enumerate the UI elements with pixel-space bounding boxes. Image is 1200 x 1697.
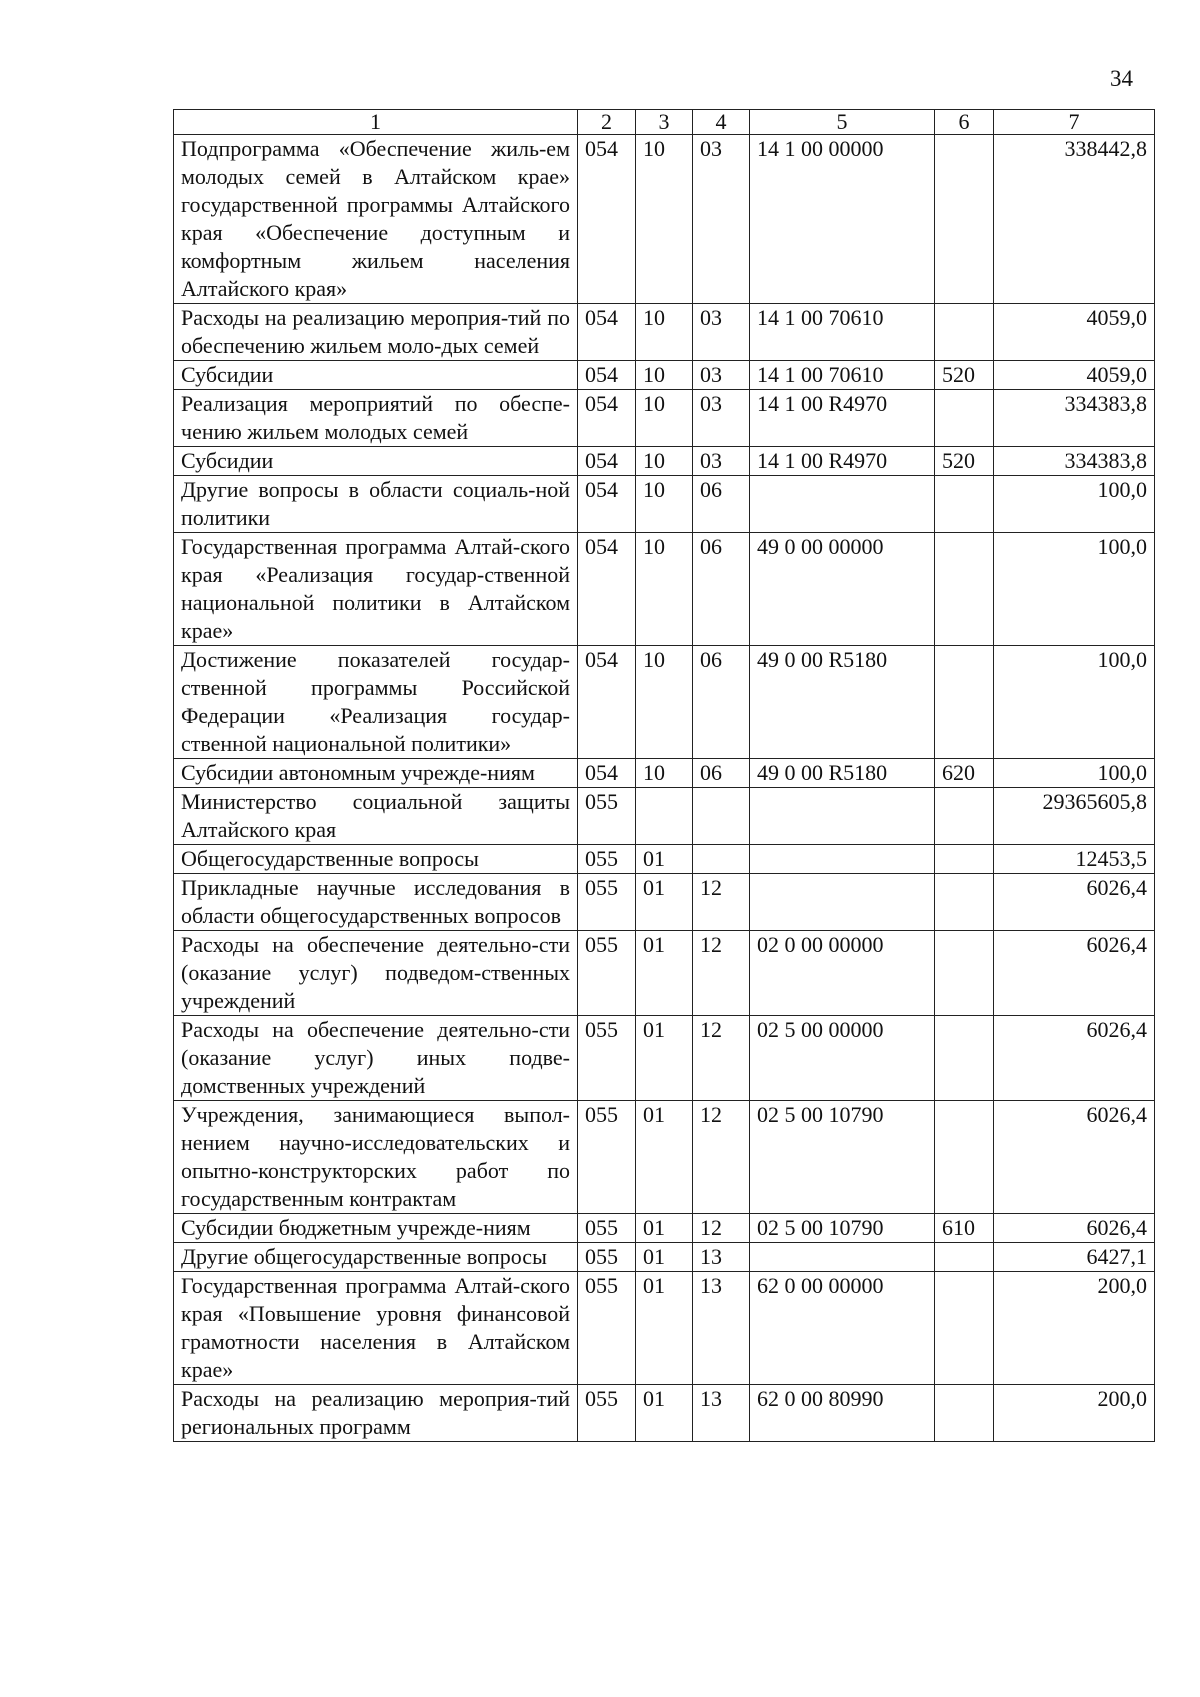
cell-subsection-code: 03 xyxy=(693,361,750,390)
cell-amount: 6026,4 xyxy=(994,1016,1155,1101)
table-row xyxy=(174,361,1155,390)
table-row xyxy=(174,135,1155,304)
cell-section-code: 10 xyxy=(636,759,693,788)
table-row xyxy=(174,390,1155,447)
cell-target-code xyxy=(750,1243,935,1272)
cell-section-code: 01 xyxy=(636,1243,693,1272)
cell-amount: 12453,5 xyxy=(994,845,1155,874)
cell-row-name: Расходы на реализацию мероприя-тий региональных программ xyxy=(174,1385,578,1442)
cell-target-code xyxy=(750,476,935,533)
cell-amount: 6026,4 xyxy=(994,1101,1155,1214)
cell-target-code: 14 1 00 R4970 xyxy=(750,447,935,476)
cell-row-name: Субсидии автономным учрежде-ниям xyxy=(174,759,578,788)
cell-admin-code: 054 xyxy=(578,447,636,476)
cell-admin-code: 055 xyxy=(578,1243,636,1272)
table-row xyxy=(174,788,1155,845)
cell-row-name: Реализация мероприятий по обеспе-чению жильем молодых семей xyxy=(174,390,578,447)
cell-row-name: Расходы на реализацию мероприя-тий по обеспечению жильем моло-дых семей xyxy=(174,304,578,361)
cell-row-name: Субсидии xyxy=(174,447,578,476)
header-col-1: 1 xyxy=(174,110,578,135)
cell-section-code: 01 xyxy=(636,845,693,874)
header-col-2: 2 xyxy=(578,110,636,135)
cell-section-code xyxy=(636,788,693,845)
cell-row-name: Общегосударственные вопросы xyxy=(174,845,578,874)
budget-table xyxy=(173,109,1155,1442)
cell-amount: 6026,4 xyxy=(994,874,1155,931)
cell-row-name: Прикладные научные исследования в области общегосударственных вопросов xyxy=(174,874,578,931)
cell-target-code: 02 5 00 00000 xyxy=(750,1016,935,1101)
cell-section-code: 10 xyxy=(636,646,693,759)
cell-subsection-code: 06 xyxy=(693,646,750,759)
cell-section-code: 01 xyxy=(636,1214,693,1243)
cell-expense-type-code xyxy=(935,931,994,1016)
cell-admin-code: 054 xyxy=(578,304,636,361)
cell-target-code: 49 0 00 00000 xyxy=(750,533,935,646)
cell-admin-code: 054 xyxy=(578,476,636,533)
cell-subsection-code: 13 xyxy=(693,1385,750,1442)
cell-target-code: 62 0 00 00000 xyxy=(750,1272,935,1385)
header-col-4: 4 xyxy=(693,110,750,135)
cell-expense-type-code xyxy=(935,646,994,759)
cell-amount: 100,0 xyxy=(994,759,1155,788)
cell-admin-code: 055 xyxy=(578,1272,636,1385)
cell-expense-type-code xyxy=(935,1243,994,1272)
cell-admin-code: 055 xyxy=(578,1214,636,1243)
header-col-3: 3 xyxy=(636,110,693,135)
table-row xyxy=(174,533,1155,646)
cell-expense-type-code xyxy=(935,874,994,931)
cell-row-name: Другие вопросы в области социаль-ной политики xyxy=(174,476,578,533)
cell-row-name: Министерство социальной защиты Алтайского края xyxy=(174,788,578,845)
header-col-5: 5 xyxy=(750,110,935,135)
table-row xyxy=(174,874,1155,931)
header-col-7: 7 xyxy=(994,110,1155,135)
cell-target-code: 02 5 00 10790 xyxy=(750,1101,935,1214)
cell-subsection-code: 12 xyxy=(693,1101,750,1214)
cell-amount: 200,0 xyxy=(994,1385,1155,1442)
cell-row-name: Другие общегосударственные вопросы xyxy=(174,1243,578,1272)
table-row xyxy=(174,1214,1155,1243)
cell-amount: 200,0 xyxy=(994,1272,1155,1385)
table-row xyxy=(174,845,1155,874)
cell-admin-code: 055 xyxy=(578,874,636,931)
cell-subsection-code: 06 xyxy=(693,759,750,788)
cell-subsection-code: 06 xyxy=(693,533,750,646)
cell-target-code xyxy=(750,874,935,931)
cell-amount: 6026,4 xyxy=(994,1214,1155,1243)
cell-subsection-code: 12 xyxy=(693,874,750,931)
cell-target-code: 49 0 00 R5180 xyxy=(750,759,935,788)
cell-expense-type-code: 520 xyxy=(935,447,994,476)
cell-admin-code: 055 xyxy=(578,1101,636,1214)
cell-amount: 334383,8 xyxy=(994,447,1155,476)
cell-subsection-code: 03 xyxy=(693,390,750,447)
cell-amount: 29365605,8 xyxy=(994,788,1155,845)
table-row xyxy=(174,1272,1155,1385)
table-row xyxy=(174,1385,1155,1442)
cell-subsection-code: 13 xyxy=(693,1272,750,1385)
cell-expense-type-code xyxy=(935,1385,994,1442)
cell-row-name: Учреждения, занимающиеся выпол-нением научно-исследовательских и опытно-конструкторских работ по государственным контрактам xyxy=(174,1101,578,1214)
cell-admin-code: 054 xyxy=(578,533,636,646)
cell-subsection-code: 03 xyxy=(693,135,750,304)
cell-admin-code: 054 xyxy=(578,390,636,447)
cell-section-code: 10 xyxy=(636,135,693,304)
cell-target-code xyxy=(750,788,935,845)
cell-admin-code: 054 xyxy=(578,361,636,390)
cell-amount: 6427,1 xyxy=(994,1243,1155,1272)
cell-subsection-code xyxy=(693,788,750,845)
cell-section-code: 10 xyxy=(636,476,693,533)
cell-section-code: 10 xyxy=(636,533,693,646)
cell-admin-code: 054 xyxy=(578,646,636,759)
table-row xyxy=(174,1243,1155,1272)
cell-row-name: Расходы на обеспечение деятельно-сти (оказание услуг) иных подве-домственных учреждений xyxy=(174,1016,578,1101)
cell-admin-code: 055 xyxy=(578,1016,636,1101)
cell-target-code: 02 5 00 10790 xyxy=(750,1214,935,1243)
cell-subsection-code xyxy=(693,845,750,874)
cell-admin-code: 055 xyxy=(578,788,636,845)
cell-section-code: 01 xyxy=(636,1272,693,1385)
cell-target-code: 14 1 00 70610 xyxy=(750,361,935,390)
cell-row-name: Субсидии xyxy=(174,361,578,390)
header-row xyxy=(174,110,1155,135)
cell-expense-type-code xyxy=(935,390,994,447)
cell-section-code: 10 xyxy=(636,390,693,447)
cell-section-code: 10 xyxy=(636,361,693,390)
cell-expense-type-code: 620 xyxy=(935,759,994,788)
cell-amount: 6026,4 xyxy=(994,931,1155,1016)
cell-target-code: 14 1 00 R4970 xyxy=(750,390,935,447)
table-row xyxy=(174,1101,1155,1214)
cell-expense-type-code xyxy=(935,476,994,533)
cell-row-name: Субсидии бюджетным учрежде-ниям xyxy=(174,1214,578,1243)
cell-admin-code: 055 xyxy=(578,845,636,874)
cell-section-code: 10 xyxy=(636,304,693,361)
cell-subsection-code: 12 xyxy=(693,1214,750,1243)
cell-target-code: 14 1 00 70610 xyxy=(750,304,935,361)
cell-admin-code: 054 xyxy=(578,759,636,788)
cell-admin-code: 055 xyxy=(578,931,636,1016)
cell-subsection-code: 12 xyxy=(693,931,750,1016)
table-row xyxy=(174,1016,1155,1101)
cell-row-name: Государственная программа Алтай-ского края «Реализация государ-ственной национальной политики в Алтайском крае» xyxy=(174,533,578,646)
cell-amount: 100,0 xyxy=(994,646,1155,759)
cell-target-code: 02 0 00 00000 xyxy=(750,931,935,1016)
cell-subsection-code: 03 xyxy=(693,447,750,476)
cell-amount: 4059,0 xyxy=(994,304,1155,361)
table-body xyxy=(174,135,1155,1442)
table-row xyxy=(174,931,1155,1016)
cell-row-name: Государственная программа Алтай-ского края «Повышение уровня финансовой грамотности населения в Алтайском крае» xyxy=(174,1272,578,1385)
cell-subsection-code: 13 xyxy=(693,1243,750,1272)
cell-subsection-code: 06 xyxy=(693,476,750,533)
cell-row-name: Подпрограмма «Обеспечение жиль-ем молодых семей в Алтайском крае» государственной программы Алтайского края «Обеспечение доступным и комфортным жильем населения Алтайского края» xyxy=(174,135,578,304)
cell-expense-type-code xyxy=(935,845,994,874)
cell-subsection-code: 12 xyxy=(693,1016,750,1101)
cell-amount: 338442,8 xyxy=(994,135,1155,304)
cell-target-code xyxy=(750,845,935,874)
cell-section-code: 10 xyxy=(636,447,693,476)
table-row xyxy=(174,759,1155,788)
cell-section-code: 01 xyxy=(636,874,693,931)
cell-expense-type-code: 520 xyxy=(935,361,994,390)
cell-target-code: 62 0 00 80990 xyxy=(750,1385,935,1442)
cell-row-name: Расходы на обеспечение деятельно-сти (оказание услуг) подведом-ственных учреждений xyxy=(174,931,578,1016)
table-row xyxy=(174,646,1155,759)
header-col-6: 6 xyxy=(935,110,994,135)
cell-target-code: 14 1 00 00000 xyxy=(750,135,935,304)
cell-expense-type-code xyxy=(935,1272,994,1385)
cell-section-code: 01 xyxy=(636,931,693,1016)
cell-expense-type-code xyxy=(935,1101,994,1214)
cell-expense-type-code xyxy=(935,1016,994,1101)
cell-amount: 334383,8 xyxy=(994,390,1155,447)
table-header xyxy=(174,110,1155,135)
table-row xyxy=(174,476,1155,533)
cell-amount: 100,0 xyxy=(994,533,1155,646)
cell-section-code: 01 xyxy=(636,1016,693,1101)
table-row xyxy=(174,447,1155,476)
cell-admin-code: 055 xyxy=(578,1385,636,1442)
table-row xyxy=(174,304,1155,361)
cell-amount: 4059,0 xyxy=(994,361,1155,390)
cell-amount: 100,0 xyxy=(994,476,1155,533)
cell-row-name: Достижение показателей государ-ственной программы Российской Федерации «Реализация государ-ственной национальной политики» xyxy=(174,646,578,759)
cell-expense-type-code xyxy=(935,788,994,845)
cell-admin-code: 054 xyxy=(578,135,636,304)
cell-section-code: 01 xyxy=(636,1101,693,1214)
cell-expense-type-code xyxy=(935,304,994,361)
page-number: 34 xyxy=(1110,66,1133,91)
cell-target-code: 49 0 00 R5180 xyxy=(750,646,935,759)
cell-expense-type-code xyxy=(935,135,994,304)
cell-expense-type-code: 610 xyxy=(935,1214,994,1243)
cell-subsection-code: 03 xyxy=(693,304,750,361)
cell-section-code: 01 xyxy=(636,1385,693,1442)
cell-expense-type-code xyxy=(935,533,994,646)
